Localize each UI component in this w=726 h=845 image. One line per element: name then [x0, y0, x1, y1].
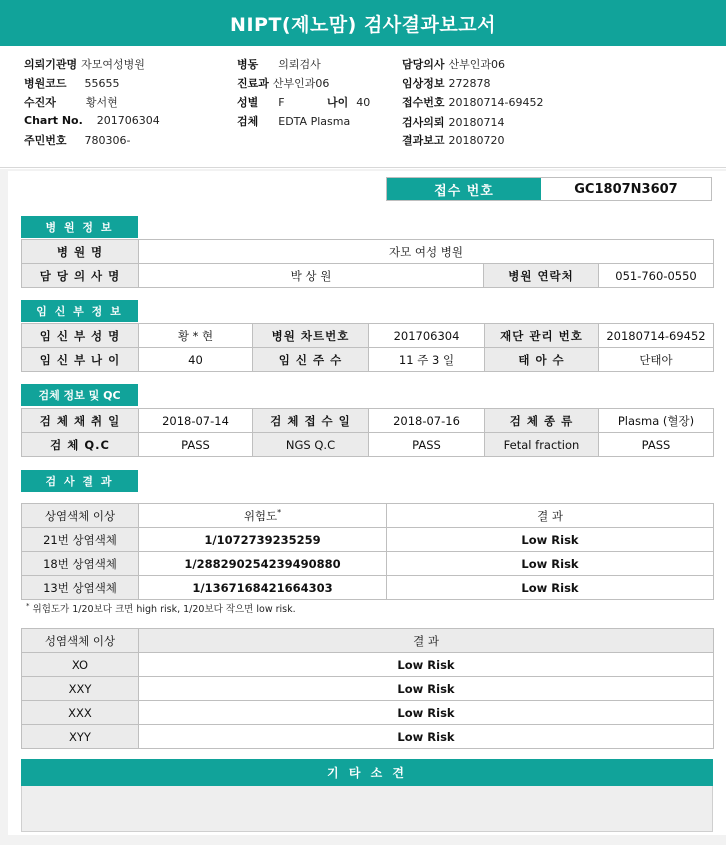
field-label: 수진자 [24, 96, 56, 109]
field-value: 780306- [84, 134, 131, 147]
age [327, 94, 370, 110]
risk-value: 1/1367168421664303 [139, 576, 387, 600]
attending-doctor [402, 56, 505, 72]
table-header-row [22, 629, 714, 653]
hospital-name-value: 자모 여성 병원 [139, 240, 714, 264]
department [237, 75, 329, 91]
pregnant-info-table [21, 323, 714, 372]
karyotype-name: XYY [22, 725, 139, 749]
sex [237, 94, 285, 110]
patient-info-panel [0, 46, 726, 168]
field-label: 검사의뢰 [402, 116, 445, 129]
table-row [22, 725, 714, 749]
section-tab-pregnant: 임 신 부 정 보 [21, 300, 138, 322]
result-value: Low Risk [139, 701, 714, 725]
fetus-count-label: 태 아 수 [485, 348, 599, 372]
remarks-header: 기 타 소 견 [21, 759, 713, 786]
ngs-qc-value: PASS [369, 433, 485, 457]
table-row [22, 324, 714, 348]
field-value: 20180714-69452 [448, 96, 544, 109]
specimen [237, 113, 350, 129]
hospital-info-table [21, 239, 714, 288]
chromosome-name: 18번 상염색체 [22, 552, 139, 576]
field-value: 20180714 [448, 116, 505, 129]
chart-number [24, 114, 160, 127]
field-value: 자모여성병원 [81, 58, 145, 71]
accession-number [402, 94, 543, 110]
field-value: 황서현 [85, 96, 118, 109]
specimen-qc-value: PASS [139, 433, 253, 457]
field-label: 담당의사 [402, 58, 445, 71]
pregnant-name-value: 황 * 현 [139, 324, 253, 348]
collection-date-value: 2018-07-14 [139, 409, 253, 433]
karyotype-name: XO [22, 653, 139, 677]
management-number-value: 20180714-69452 [599, 324, 714, 348]
doctor-name-label: 담 당 의 사 명 [22, 264, 139, 288]
section-tab-hospital: 병 원 정 보 [21, 216, 138, 238]
karyotype-name: XXY [22, 677, 139, 701]
ward [237, 56, 321, 72]
field-value: 55655 [84, 77, 120, 90]
result-value: Low Risk [139, 677, 714, 701]
patient-name [24, 94, 118, 110]
collection-date-label: 검 체 채 취 일 [22, 409, 139, 433]
ngs-qc-label: NGS Q.C [253, 433, 369, 457]
table-row [22, 528, 714, 552]
field-label: 병동 [237, 58, 259, 71]
gestational-weeks-value: 11 주 3 일 [369, 348, 485, 372]
specimen-type-value: Plasma (혈장) [599, 409, 714, 433]
remarks-body [21, 786, 713, 832]
field-value: 40 [356, 96, 371, 109]
field-label: Chart No. [24, 114, 83, 127]
field-value: 산부인과06 [272, 77, 330, 90]
fetus-count-value: 단태아 [599, 348, 714, 372]
footnote-text: 위험도가 1/20보다 크면 high risk, 1/20보다 작으면 low risk. [32, 604, 296, 615]
autosome-result-header: 결 과 [387, 504, 714, 528]
field-label: 임상정보 [402, 77, 445, 90]
sex-anomaly-header: 성염색체 이상 [22, 629, 139, 653]
section-tab-specimen: 검체 정보 및 QC [21, 384, 138, 406]
field-value: 산부인과06 [448, 58, 506, 71]
management-number-label: 재단 관리 번호 [485, 324, 599, 348]
autosome-results-table [21, 503, 714, 600]
risk-value: 1/288290254239490880 [139, 552, 387, 576]
chart-number-label: 병원 차트번호 [253, 324, 369, 348]
field-value: 272878 [448, 77, 491, 90]
table-row [22, 348, 714, 372]
table-row [22, 409, 714, 433]
field-label: 접수번호 [402, 96, 445, 109]
result-value: Low Risk [387, 552, 714, 576]
requesting-institution [24, 56, 145, 72]
test-request-date [402, 114, 505, 130]
hospital-contact-label: 병원 연락처 [484, 264, 599, 288]
specimen-qc-label: 검 체 Q.C [22, 433, 139, 457]
sex-result-header: 결 과 [139, 629, 714, 653]
table-header-row [22, 504, 714, 528]
resident-number [24, 132, 130, 148]
risk-header-asterisk: * [277, 507, 282, 517]
autosome-anomaly-header: 상염색체 이상 [22, 504, 139, 528]
result-value: Low Risk [387, 576, 714, 600]
pregnant-age-value: 40 [139, 348, 253, 372]
table-row [22, 433, 714, 457]
pregnant-name-label: 임 신 부 성 명 [22, 324, 139, 348]
receipt-date-label: 검 체 접 수 일 [253, 409, 369, 433]
result-report-date [402, 132, 505, 148]
risk-header-text: 위험도 [243, 508, 278, 523]
field-value: 의뢰검사 [278, 58, 321, 71]
field-label: 의뢰기관명 [24, 58, 78, 71]
hospital-contact-value: 051-760-0550 [599, 264, 714, 288]
specimen-type-label: 검 체 종 류 [485, 409, 599, 433]
field-label: 나이 [327, 96, 349, 109]
doctor-name-value: 박 상 원 [139, 264, 484, 288]
sex-chromosome-results-table [21, 628, 714, 749]
risk-header [139, 504, 387, 528]
table-row [22, 576, 714, 600]
chromosome-name: 13번 상염색체 [22, 576, 139, 600]
section-tab-results: 검 사 결 과 [21, 470, 138, 492]
field-value: F [278, 96, 285, 109]
table-row [22, 264, 714, 288]
hospital-code [24, 75, 120, 91]
table-row [22, 653, 714, 677]
karyotype-name: XXX [22, 701, 139, 725]
result-value: Low Risk [139, 725, 714, 749]
footnote-asterisk: * [26, 601, 30, 610]
fetal-fraction-value: PASS [599, 433, 714, 457]
chromosome-name: 21번 상염색체 [22, 528, 139, 552]
field-value: 201706304 [96, 114, 160, 127]
field-label: 결과보고 [402, 134, 445, 147]
field-value: 20180720 [448, 134, 505, 147]
receipt-number-label: 접수 번호 [387, 178, 541, 200]
receipt-number-value: GC1807N3607 [541, 178, 711, 200]
risk-value: 1/1072739235259 [139, 528, 387, 552]
field-label: 검체 [237, 115, 259, 128]
table-row [22, 240, 714, 264]
table-row [22, 552, 714, 576]
result-value: Low Risk [139, 653, 714, 677]
field-label: 병원코드 [24, 77, 67, 90]
field-value: EDTA Plasma [278, 115, 351, 128]
fetal-fraction-label: Fetal fraction [485, 433, 599, 457]
field-label: 진료과 [237, 77, 269, 90]
receipt-number-box [386, 177, 712, 201]
report-title: NIPT(제노맘) 검사결과보고서 [0, 0, 726, 46]
clinical-info [402, 75, 491, 91]
specimen-qc-table [21, 408, 714, 457]
result-value: Low Risk [387, 528, 714, 552]
receipt-date-value: 2018-07-16 [369, 409, 485, 433]
gestational-weeks-label: 임 신 주 수 [253, 348, 369, 372]
field-label: 주민번호 [24, 134, 67, 147]
hospital-name-label: 병 원 명 [22, 240, 139, 264]
field-label: 성별 [237, 96, 259, 109]
table-row [22, 701, 714, 725]
pregnant-age-label: 임 신 부 나 이 [22, 348, 139, 372]
chart-number-value: 201706304 [369, 324, 485, 348]
table-row [22, 677, 714, 701]
risk-footnote [26, 601, 296, 615]
